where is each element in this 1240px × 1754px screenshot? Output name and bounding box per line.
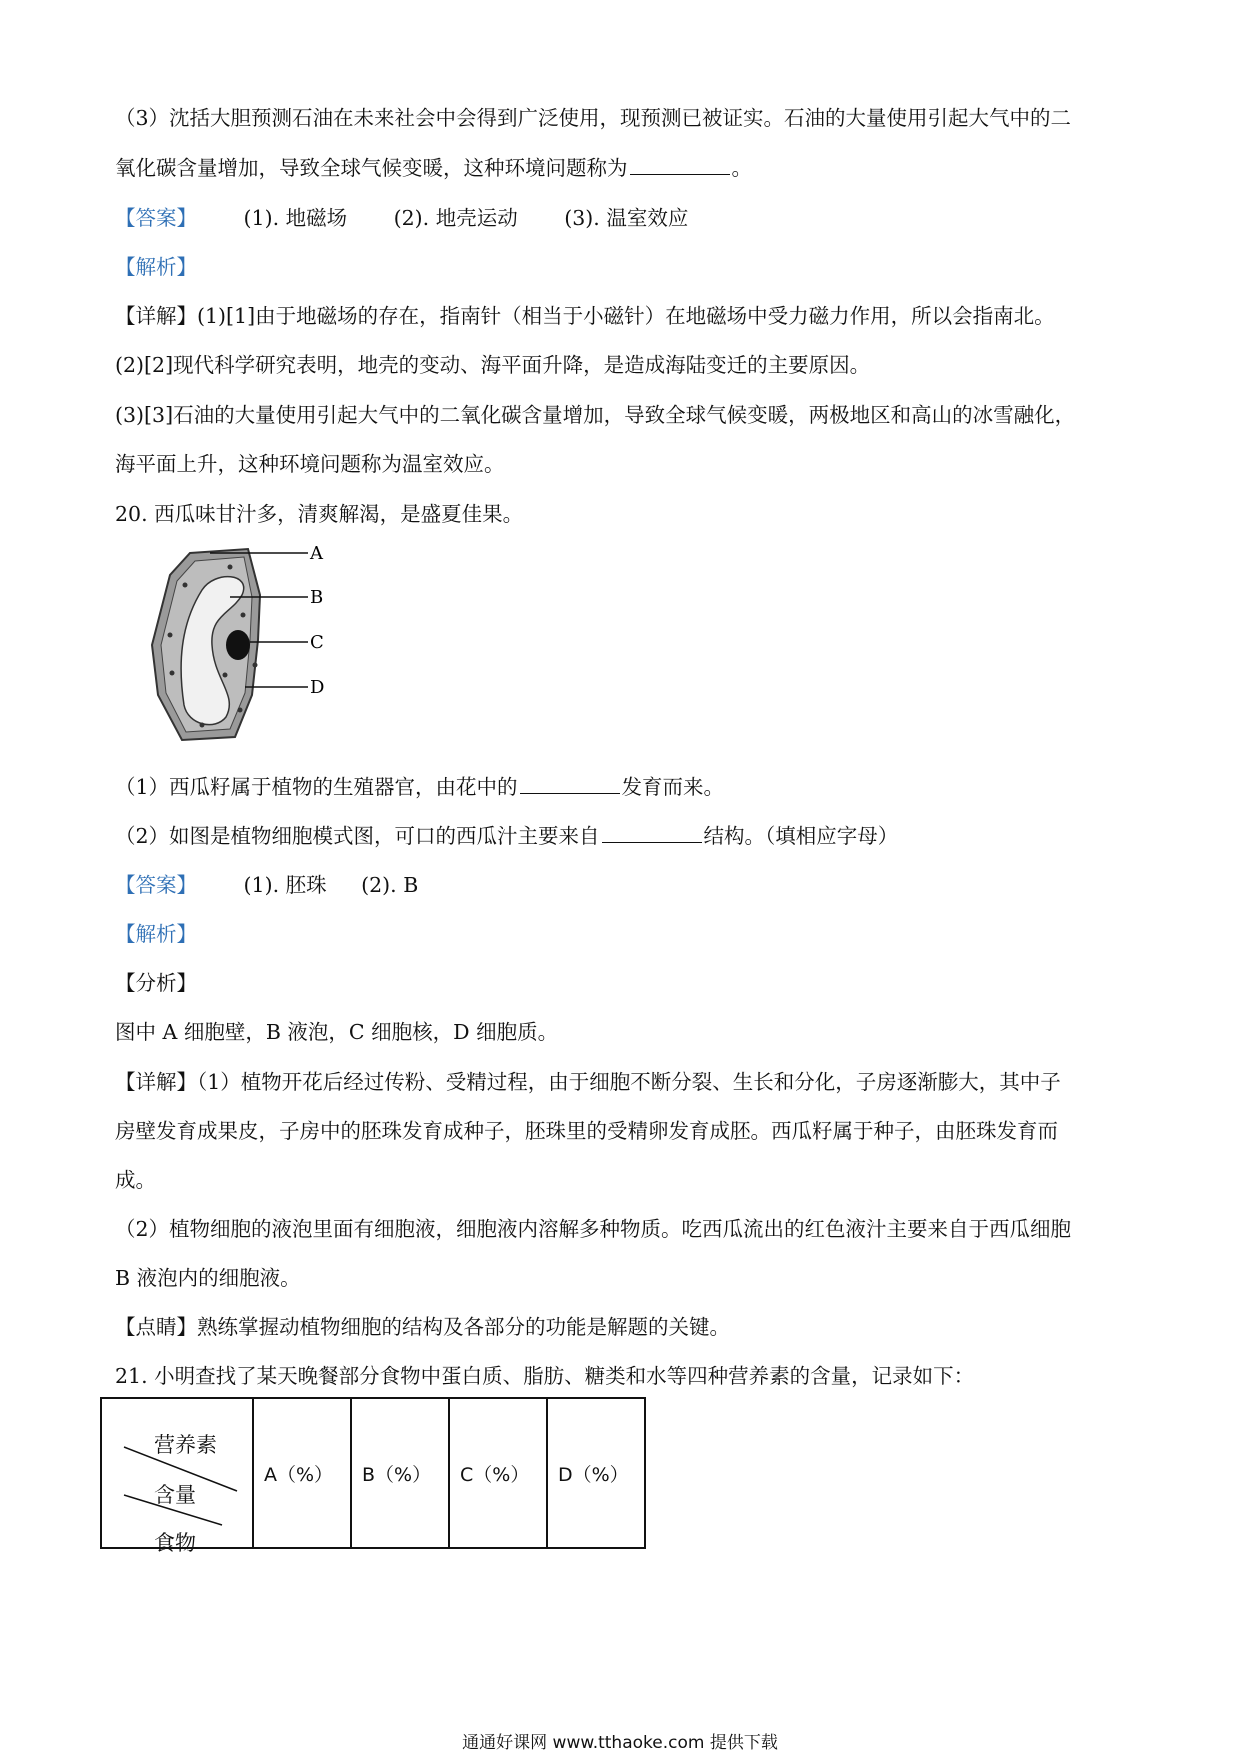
q19-detail-1-text: (1)[1]由于地磁场的存在，指南针（相当于小磁针）在地磁场中受力磁力作用，所以会指南北。 xyxy=(197,304,1055,328)
q20-detail-2a: （2）植物细胞的液泡里面有细胞液，细胞液内溶解多种物质。吃西瓜流出的红色液汁主要来自于西瓜细胞 xyxy=(115,1217,1072,1241)
q20-part2-end: 结构。（填相应字母） xyxy=(703,824,899,848)
table-row xyxy=(101,1398,645,1548)
q19-answer-3: (3). 温室效应 xyxy=(564,206,689,230)
corner-top-label: 营养素 xyxy=(154,1433,217,1457)
q19-part3-end: 。 xyxy=(731,156,752,180)
q20-detail-1b: 房壁发育成果皮，子房中的胚珠发育成种子，胚珠里的受精卵发育成胚。西瓜籽属于种子，由胚珠发育而 xyxy=(115,1119,1058,1143)
q20-part1-end: 发育而来。 xyxy=(621,775,725,799)
label-c: C xyxy=(310,632,324,653)
q19-answer-2: (2). 地壳运动 xyxy=(393,206,518,230)
q20-part1 xyxy=(115,773,1140,801)
q20-detail-1a-text: （1）植物开花后经过传粉、受精过程，由于细胞不断分裂、生长和分化，子房逐渐膨大，其中子 xyxy=(197,1070,1061,1094)
q20-analysis-label: 【解析】 xyxy=(115,922,197,946)
q20-answer-row xyxy=(115,871,1140,899)
q19-detail-1 xyxy=(115,302,1140,330)
label-b: B xyxy=(310,587,324,608)
q19-answer-1: (1). 地磁场 xyxy=(243,206,348,230)
q20-part2 xyxy=(115,822,1140,850)
q19-part3-text: 氧化碳含量增加，导致全球气候变暖，这种环境问题称为 xyxy=(115,156,628,180)
column-header-d: D（%） xyxy=(547,1398,645,1548)
q20-fenxi-text: 图中 A 细胞壁，B 液泡，C 细胞核，D 细胞质。 xyxy=(115,1020,559,1044)
answer-blank xyxy=(602,824,702,843)
q20-detail-1a xyxy=(115,1068,1140,1096)
answer-label: 【答案】 xyxy=(115,873,197,897)
column-header-c: C（%） xyxy=(449,1398,547,1548)
q20-fenxi-label: 【分析】 xyxy=(115,971,197,995)
nutrient-table xyxy=(100,1397,646,1555)
answer-blank xyxy=(520,775,620,794)
q20-dianjing-text: 熟练掌握动植物细胞的结构及各部分的功能是解题的关键。 xyxy=(197,1315,730,1339)
q19-detail-3b: 海平面上升，这种环境问题称为温室效应。 xyxy=(115,452,505,476)
column-header-a: A（%） xyxy=(253,1398,351,1548)
page-footer: 通通好课网 www.tthaoke.com 提供下载 xyxy=(462,1733,778,1753)
q20-stem: 20. 西瓜味甘汁多，清爽解渴，是盛夏佳果。 xyxy=(115,502,524,526)
q20-answer-2: (2). B xyxy=(361,873,419,897)
table-corner-cell xyxy=(101,1398,253,1555)
detail-label: 【详解】 xyxy=(115,1070,197,1094)
q19-analysis-label: 【解析】 xyxy=(115,255,197,279)
q19-part3-line2 xyxy=(115,154,1140,182)
q19-part3-line1: （3）沈括大胆预测石油在未来社会中会得到广泛使用，现预测已被证实。石油的大量使用引起大气中的二 xyxy=(115,106,1072,130)
q19-answer-row xyxy=(115,204,1140,232)
detail-label: 【详解】 xyxy=(115,304,197,328)
q20-dianjing xyxy=(115,1313,1140,1341)
answer-label: 【答案】 xyxy=(115,206,197,230)
q20-answer-1: (1). 胚珠 xyxy=(243,873,327,897)
plant-cell-icon xyxy=(140,545,340,745)
plant-cell-diagram xyxy=(140,545,340,745)
dianjing-label: 【点睛】 xyxy=(115,1315,197,1339)
answer-blank xyxy=(630,156,730,175)
corner-mid-label: 含量 xyxy=(154,1483,196,1507)
column-header-b: B（%） xyxy=(351,1398,449,1548)
q19-detail-2: (2)[2]现代科学研究表明，地壳的变动、海平面升降，是造成海陆变迁的主要原因。 xyxy=(115,353,871,377)
q19-detail-3a: (3)[3]石油的大量使用引起大气中的二氧化碳含量增加，导致全球气候变暖，两极地区和高山的冰雪融化， xyxy=(115,403,1076,427)
q20-detail-1c: 成。 xyxy=(115,1168,156,1192)
label-a: A xyxy=(310,545,323,564)
corner-bottom-label: 食物 xyxy=(154,1531,196,1555)
q20-part2-text: （2）如图是植物细胞模式图，可口的西瓜汁主要来自 xyxy=(115,824,600,848)
q21-stem: 21. 小明查找了某天晚餐部分食物中蛋白质、脂肪、糖类和水等四种营养素的含量，记录如下： xyxy=(115,1364,975,1388)
q20-part1-text: （1）西瓜籽属于植物的生殖器官，由花中的 xyxy=(115,775,518,799)
label-d: D xyxy=(310,677,325,698)
q20-detail-2b: B 液泡内的细胞液。 xyxy=(115,1266,301,1290)
